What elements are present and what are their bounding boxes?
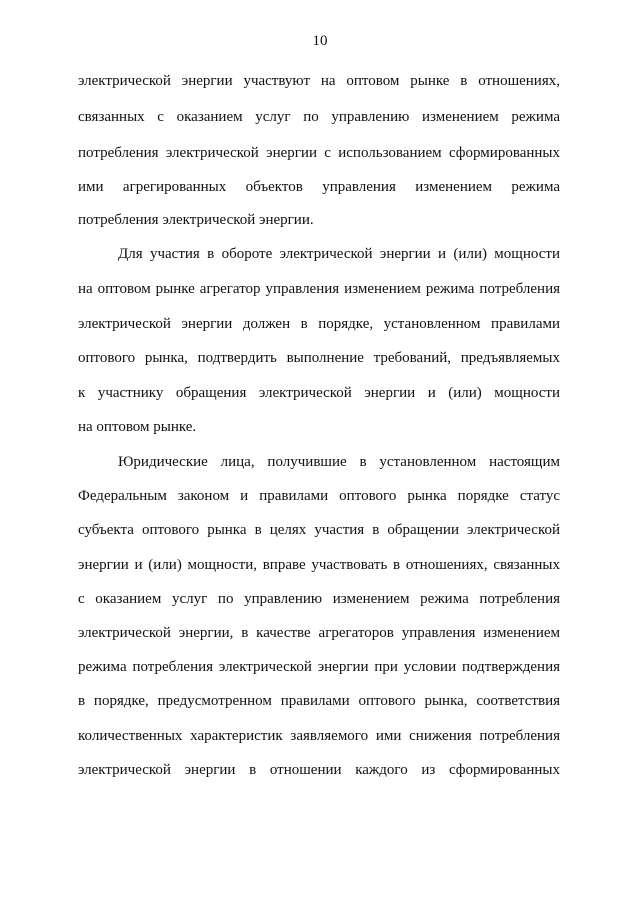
text-line: Для участия в обороте электрической энергии и (или) мощности [118, 246, 560, 262]
text-line: в порядке, предусмотренном правилами оптового рынка, соответствия [78, 693, 560, 709]
text-line: электрической энергии, в качестве агрегаторов управления изменением [78, 625, 560, 641]
text-line: электрической энергии должен в порядке, установленном правилами [78, 316, 560, 332]
text-line: электрической энергии участвуют на оптовом рынке в отношениях, [78, 73, 560, 89]
text-line: потребления электрической энергии с использованием сформированных [78, 145, 560, 161]
text-line: режима потребления электрической энергии при условии подтверждения [78, 659, 560, 675]
text-line: связанных с оказанием услуг по управлению изменением режима [78, 109, 560, 125]
text-line: с оказанием услуг по управлению изменением режима потребления [78, 591, 560, 607]
text-line: на оптовом рынке агрегатор управления изменением режима потребления [78, 281, 560, 297]
text-line: количественных характеристик заявляемого ими снижения потребления [78, 728, 560, 744]
page-number: 10 [312, 33, 328, 49]
text-line: оптового рынка, подтвердить выполнение требований, предъявляемых [78, 350, 560, 366]
text-line: электрической энергии в отношении каждого из сформированных [78, 762, 560, 778]
text-line: на оптовом рынке. [78, 419, 197, 435]
text-line: ими агрегированных объектов управления изменением режима [78, 179, 560, 195]
text-line: Федеральным законом и правилами оптового рынка порядке статус [78, 488, 560, 504]
text-line: потребления электрической энергии. [78, 212, 314, 228]
text-line: к участнику обращения электрической энергии и (или) мощности [78, 385, 560, 401]
text-line: субъекта оптового рынка в целях участия в обращении электрической [78, 522, 560, 538]
text-line: энергии и (или) мощности, вправе участвовать в отношениях, связанных [78, 557, 560, 573]
text-line: Юридические лица, получившие в установленном настоящим [118, 454, 560, 470]
